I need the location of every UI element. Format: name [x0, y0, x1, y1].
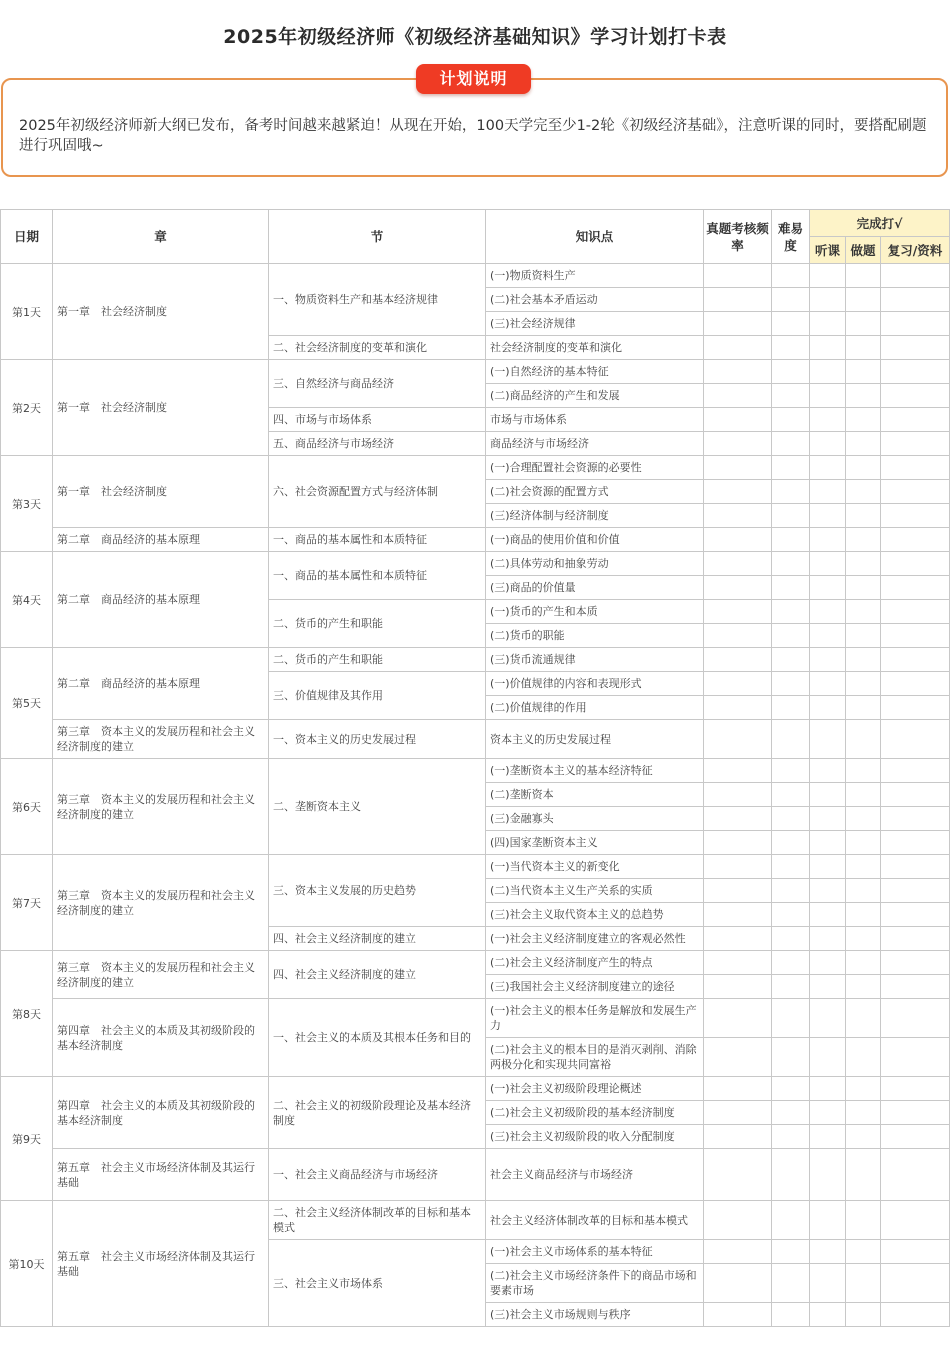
review-checkbox[interactable]: [881, 1303, 950, 1327]
difficulty-cell[interactable]: [772, 1038, 810, 1077]
review-checkbox[interactable]: [881, 480, 950, 504]
day-cell: 第9天: [1, 1077, 53, 1201]
difficulty-cell[interactable]: [772, 384, 810, 408]
knowledge-cell: (一)社会主义初级阶段理论概述: [486, 1077, 704, 1101]
practice-checkbox[interactable]: [846, 1201, 881, 1240]
frequency-cell[interactable]: [704, 336, 772, 360]
review-checkbox[interactable]: [881, 408, 950, 432]
knowledge-cell: (一)商品的使用价值和价值: [486, 528, 704, 552]
frequency-cell[interactable]: [704, 1240, 772, 1264]
chapter-cell: 第二章 商品经济的基本原理: [53, 552, 269, 648]
knowledge-cell: (三)社会经济规律: [486, 312, 704, 336]
listen-checkbox[interactable]: [810, 879, 846, 903]
frequency-cell[interactable]: [704, 1038, 772, 1077]
day-cell: 第10天: [1, 1201, 53, 1327]
listen-checkbox[interactable]: [810, 855, 846, 879]
difficulty-cell[interactable]: [772, 999, 810, 1038]
knowledge-cell: (一)货币的产生和本质: [486, 600, 704, 624]
knowledge-cell: (二)货币的职能: [486, 624, 704, 648]
chapter-cell: 第一章 社会经济制度: [53, 360, 269, 456]
practice-checkbox[interactable]: [846, 831, 881, 855]
review-checkbox[interactable]: [881, 855, 950, 879]
practice-checkbox[interactable]: [846, 1077, 881, 1101]
page-title: 2025年初级经济师《初级经济基础知识》学习计划打卡表: [223, 26, 727, 48]
section-cell: 二、货币的产生和职能: [269, 600, 486, 648]
practice-checkbox[interactable]: [846, 807, 881, 831]
chapter-cell: 第三章 资本主义的发展历程和社会主义经济制度的建立: [53, 759, 269, 855]
header-date: 日期: [1, 210, 53, 264]
practice-checkbox[interactable]: [846, 528, 881, 552]
practice-checkbox[interactable]: [846, 951, 881, 975]
frequency-cell[interactable]: [704, 672, 772, 696]
difficulty-cell[interactable]: [772, 576, 810, 600]
knowledge-cell: (一)当代资本主义的新变化: [486, 855, 704, 879]
day-cell: 第7天: [1, 855, 53, 951]
listen-checkbox[interactable]: [810, 783, 846, 807]
knowledge-cell: 社会主义商品经济与市场经济: [486, 1149, 704, 1201]
listen-checkbox[interactable]: [810, 456, 846, 480]
difficulty-cell[interactable]: [772, 1149, 810, 1201]
day-cell: 第2天: [1, 360, 53, 456]
review-checkbox[interactable]: [881, 807, 950, 831]
knowledge-cell: (三)社会主义市场规则与秩序: [486, 1303, 704, 1327]
difficulty-cell[interactable]: [772, 648, 810, 672]
day-cell: 第3天: [1, 456, 53, 552]
practice-checkbox[interactable]: [846, 855, 881, 879]
review-checkbox[interactable]: [881, 504, 950, 528]
frequency-cell[interactable]: [704, 384, 772, 408]
difficulty-cell[interactable]: [772, 903, 810, 927]
review-checkbox[interactable]: [881, 951, 950, 975]
section-cell: 四、市场与市场体系: [269, 408, 486, 432]
review-checkbox[interactable]: [881, 384, 950, 408]
listen-checkbox[interactable]: [810, 831, 846, 855]
review-checkbox[interactable]: [881, 1264, 950, 1303]
frequency-cell[interactable]: [704, 1077, 772, 1101]
section-cell: 三、自然经济与商品经济: [269, 360, 486, 408]
knowledge-cell: (二)具体劳动和抽象劳动: [486, 552, 704, 576]
frequency-cell[interactable]: [704, 408, 772, 432]
frequency-cell[interactable]: [704, 456, 772, 480]
knowledge-cell: (一)社会主义市场体系的基本特征: [486, 1240, 704, 1264]
knowledge-cell: 社会主义经济体制改革的目标和基本模式: [486, 1201, 704, 1240]
difficulty-cell[interactable]: [772, 552, 810, 576]
listen-checkbox[interactable]: [810, 1077, 846, 1101]
frequency-cell[interactable]: [704, 480, 772, 504]
knowledge-cell: (一)物质资料生产: [486, 264, 704, 288]
day-cell: 第8天: [1, 951, 53, 1077]
section-cell: 一、商品的基本属性和本质特征: [269, 552, 486, 600]
difficulty-cell[interactable]: [772, 1201, 810, 1240]
frequency-cell[interactable]: [704, 879, 772, 903]
difficulty-cell[interactable]: [772, 696, 810, 720]
review-checkbox[interactable]: [881, 456, 950, 480]
listen-checkbox[interactable]: [810, 624, 846, 648]
review-checkbox[interactable]: [881, 600, 950, 624]
listen-checkbox[interactable]: [810, 312, 846, 336]
section-cell: 二、垄断资本主义: [269, 759, 486, 855]
listen-checkbox[interactable]: [810, 384, 846, 408]
frequency-cell[interactable]: [704, 951, 772, 975]
chapter-cell: 第三章 资本主义的发展历程和社会主义经济制度的建立: [53, 951, 269, 999]
knowledge-cell: (二)垄断资本: [486, 783, 704, 807]
header-review: 复习/资料: [881, 237, 950, 264]
knowledge-cell: (三)社会主义初级阶段的收入分配制度: [486, 1125, 704, 1149]
day-cell: 第6天: [1, 759, 53, 855]
chapter-cell: 第三章 资本主义的发展历程和社会主义经济制度的建立: [53, 855, 269, 951]
study-plan-table: [0, 209, 950, 1327]
difficulty-cell[interactable]: [772, 1077, 810, 1101]
review-checkbox[interactable]: [881, 1240, 950, 1264]
knowledge-cell: (二)社会主义的根本目的是消灭剥削、消除两极分化和实现共同富裕: [486, 1038, 704, 1077]
review-checkbox[interactable]: [881, 1101, 950, 1125]
practice-checkbox[interactable]: [846, 759, 881, 783]
section-cell: 三、资本主义发展的历史趋势: [269, 855, 486, 927]
section-cell: 四、社会主义经济制度的建立: [269, 951, 486, 999]
practice-checkbox[interactable]: [846, 1149, 881, 1201]
difficulty-cell[interactable]: [772, 831, 810, 855]
practice-checkbox[interactable]: [846, 975, 881, 999]
section-cell: 一、社会主义商品经济与市场经济: [269, 1149, 486, 1201]
knowledge-cell: (一)垄断资本主义的基本经济特征: [486, 759, 704, 783]
review-checkbox[interactable]: [881, 264, 950, 288]
knowledge-cell: (一)自然经济的基本特征: [486, 360, 704, 384]
difficulty-cell[interactable]: [772, 927, 810, 951]
practice-checkbox[interactable]: [846, 264, 881, 288]
header-section: 节: [269, 210, 486, 264]
review-checkbox[interactable]: [881, 336, 950, 360]
day-cell: 第4天: [1, 552, 53, 648]
practice-checkbox[interactable]: [846, 1264, 881, 1303]
frequency-cell[interactable]: [704, 1264, 772, 1303]
listen-checkbox[interactable]: [810, 480, 846, 504]
frequency-cell[interactable]: [704, 1149, 772, 1201]
listen-checkbox[interactable]: [810, 1125, 846, 1149]
section-cell: 一、社会主义的本质及其根本任务和目的: [269, 999, 486, 1077]
knowledge-cell: (三)经济体制与经济制度: [486, 504, 704, 528]
section-cell: 三、社会主义市场体系: [269, 1240, 486, 1327]
frequency-cell[interactable]: [704, 648, 772, 672]
section-cell: 四、社会主义经济制度的建立: [269, 927, 486, 951]
practice-checkbox[interactable]: [846, 879, 881, 903]
knowledge-cell: (三)货币流通规律: [486, 648, 704, 672]
frequency-cell[interactable]: [704, 927, 772, 951]
review-checkbox[interactable]: [881, 720, 950, 759]
listen-checkbox[interactable]: [810, 600, 846, 624]
practice-checkbox[interactable]: [846, 1101, 881, 1125]
difficulty-cell[interactable]: [772, 1240, 810, 1264]
listen-checkbox[interactable]: [810, 696, 846, 720]
header-chapter: 章: [53, 210, 269, 264]
knowledge-cell: (三)金融寡头: [486, 807, 704, 831]
frequency-cell[interactable]: [704, 288, 772, 312]
difficulty-cell[interactable]: [772, 480, 810, 504]
frequency-cell[interactable]: [704, 1303, 772, 1327]
frequency-cell[interactable]: [704, 1125, 772, 1149]
listen-checkbox[interactable]: [810, 807, 846, 831]
frequency-cell[interactable]: [704, 903, 772, 927]
difficulty-cell[interactable]: [772, 600, 810, 624]
practice-checkbox[interactable]: [846, 1125, 881, 1149]
day-cell: 第1天: [1, 264, 53, 360]
review-checkbox[interactable]: [881, 696, 950, 720]
knowledge-cell: (二)社会主义经济制度产生的特点: [486, 951, 704, 975]
plan-badge: 计划说明: [416, 64, 531, 94]
practice-checkbox[interactable]: [846, 927, 881, 951]
difficulty-cell[interactable]: [772, 288, 810, 312]
chapter-cell: 第二章 商品经济的基本原理: [53, 648, 269, 720]
listen-checkbox[interactable]: [810, 552, 846, 576]
listen-checkbox[interactable]: [810, 408, 846, 432]
practice-checkbox[interactable]: [846, 504, 881, 528]
knowledge-cell: (一)价值规律的内容和表现形式: [486, 672, 704, 696]
practice-checkbox[interactable]: [846, 624, 881, 648]
listen-checkbox[interactable]: [810, 720, 846, 759]
chapter-cell: 第四章 社会主义的本质及其初级阶段的基本经济制度: [53, 1077, 269, 1149]
listen-checkbox[interactable]: [810, 975, 846, 999]
section-cell: 六、社会资源配置方式与经济体制: [269, 456, 486, 528]
listen-checkbox[interactable]: [810, 927, 846, 951]
knowledge-cell: (二)商品经济的产生和发展: [486, 384, 704, 408]
difficulty-cell[interactable]: [772, 879, 810, 903]
frequency-cell[interactable]: [704, 576, 772, 600]
chapter-cell: 第五章 社会主义市场经济体制及其运行基础: [53, 1149, 269, 1201]
review-checkbox[interactable]: [881, 759, 950, 783]
frequency-cell[interactable]: [704, 720, 772, 759]
difficulty-cell[interactable]: [772, 807, 810, 831]
header-difficulty: 难易度: [772, 210, 810, 264]
review-checkbox[interactable]: [881, 624, 950, 648]
listen-checkbox[interactable]: [810, 1201, 846, 1240]
frequency-cell[interactable]: [704, 624, 772, 648]
section-cell: 二、货币的产生和职能: [269, 648, 486, 672]
difficulty-cell[interactable]: [772, 951, 810, 975]
knowledge-cell: (二)社会基本矛盾运动: [486, 288, 704, 312]
knowledge-cell: (一)合理配置社会资源的必要性: [486, 456, 704, 480]
difficulty-cell[interactable]: [772, 504, 810, 528]
knowledge-cell: (一)社会主义经济制度建立的客观必然性: [486, 927, 704, 951]
review-checkbox[interactable]: [881, 432, 950, 456]
listen-checkbox[interactable]: [810, 1240, 846, 1264]
listen-checkbox[interactable]: [810, 648, 846, 672]
difficulty-cell[interactable]: [772, 1125, 810, 1149]
frequency-cell[interactable]: [704, 600, 772, 624]
section-cell: 二、社会经济制度的变革和演化: [269, 336, 486, 360]
practice-checkbox[interactable]: [846, 783, 881, 807]
practice-checkbox[interactable]: [846, 696, 881, 720]
review-checkbox[interactable]: [881, 1077, 950, 1101]
practice-checkbox[interactable]: [846, 312, 881, 336]
review-checkbox[interactable]: [881, 312, 950, 336]
header-knowledge: 知识点: [486, 210, 704, 264]
header-listen: 听课: [810, 237, 846, 264]
day-cell: 第5天: [1, 648, 53, 759]
practice-checkbox[interactable]: [846, 1038, 881, 1077]
chapter-cell: 第二章 商品经济的基本原理: [53, 528, 269, 552]
practice-checkbox[interactable]: [846, 999, 881, 1038]
listen-checkbox[interactable]: [810, 759, 846, 783]
chapter-cell: 第五章 社会主义市场经济体制及其运行基础: [53, 1201, 269, 1327]
listen-checkbox[interactable]: [810, 1038, 846, 1077]
difficulty-cell[interactable]: [772, 432, 810, 456]
listen-checkbox[interactable]: [810, 336, 846, 360]
difficulty-cell[interactable]: [772, 336, 810, 360]
frequency-cell[interactable]: [704, 432, 772, 456]
section-cell: 二、社会主义的初级阶段理论及基本经济制度: [269, 1077, 486, 1149]
listen-checkbox[interactable]: [810, 1303, 846, 1327]
header-practice: 做题: [846, 237, 881, 264]
listen-checkbox[interactable]: [810, 1101, 846, 1125]
knowledge-cell: (二)社会主义初级阶段的基本经济制度: [486, 1101, 704, 1125]
practice-checkbox[interactable]: [846, 288, 881, 312]
frequency-cell[interactable]: [704, 360, 772, 384]
frequency-cell[interactable]: [704, 855, 772, 879]
difficulty-cell[interactable]: [772, 1264, 810, 1303]
knowledge-cell: (二)社会主义市场经济条件下的商品市场和要素市场: [486, 1264, 704, 1303]
practice-checkbox[interactable]: [846, 384, 881, 408]
listen-checkbox[interactable]: [810, 576, 846, 600]
frequency-cell[interactable]: [704, 264, 772, 288]
section-cell: 五、商品经济与市场经济: [269, 432, 486, 456]
practice-checkbox[interactable]: [846, 336, 881, 360]
difficulty-cell[interactable]: [772, 528, 810, 552]
review-checkbox[interactable]: [881, 1038, 950, 1077]
frequency-cell[interactable]: [704, 759, 772, 783]
review-checkbox[interactable]: [881, 552, 950, 576]
practice-checkbox[interactable]: [846, 432, 881, 456]
difficulty-cell[interactable]: [772, 312, 810, 336]
listen-checkbox[interactable]: [810, 432, 846, 456]
chapter-cell: 第三章 资本主义的发展历程和社会主义经济制度的建立: [53, 720, 269, 759]
difficulty-cell[interactable]: [772, 720, 810, 759]
section-cell: 二、社会主义经济体制改革的目标和基本模式: [269, 1201, 486, 1240]
review-checkbox[interactable]: [881, 360, 950, 384]
section-cell: 一、资本主义的历史发展过程: [269, 720, 486, 759]
listen-checkbox[interactable]: [810, 504, 846, 528]
chapter-cell: 第四章 社会主义的本质及其初级阶段的基本经济制度: [53, 999, 269, 1077]
difficulty-cell[interactable]: [772, 360, 810, 384]
frequency-cell[interactable]: [704, 696, 772, 720]
knowledge-cell: (三)我国社会主义经济制度建立的途径: [486, 975, 704, 999]
chapter-cell: 第一章 社会经济制度: [53, 456, 269, 528]
listen-checkbox[interactable]: [810, 1149, 846, 1201]
knowledge-cell: (一)社会主义的根本任务是解放和发展生产力: [486, 999, 704, 1038]
practice-checkbox[interactable]: [846, 480, 881, 504]
review-checkbox[interactable]: [881, 975, 950, 999]
listen-checkbox[interactable]: [810, 951, 846, 975]
practice-checkbox[interactable]: [846, 648, 881, 672]
knowledge-cell: 社会经济制度的变革和演化: [486, 336, 704, 360]
practice-checkbox[interactable]: [846, 600, 881, 624]
review-checkbox[interactable]: [881, 672, 950, 696]
practice-checkbox[interactable]: [846, 456, 881, 480]
header-done: 完成打√: [810, 210, 950, 237]
practice-checkbox[interactable]: [846, 360, 881, 384]
practice-checkbox[interactable]: [846, 903, 881, 927]
difficulty-cell[interactable]: [772, 1303, 810, 1327]
header-frequency: 真题考核频率: [704, 210, 772, 264]
difficulty-cell[interactable]: [772, 759, 810, 783]
listen-checkbox[interactable]: [810, 903, 846, 927]
practice-checkbox[interactable]: [846, 1240, 881, 1264]
difficulty-cell[interactable]: [772, 672, 810, 696]
practice-checkbox[interactable]: [846, 672, 881, 696]
difficulty-cell[interactable]: [772, 783, 810, 807]
review-checkbox[interactable]: [881, 903, 950, 927]
review-checkbox[interactable]: [881, 528, 950, 552]
difficulty-cell[interactable]: [772, 975, 810, 999]
section-cell: 一、物质资料生产和基本经济规律: [269, 264, 486, 336]
knowledge-cell: (二)价值规律的作用: [486, 696, 704, 720]
review-checkbox[interactable]: [881, 927, 950, 951]
frequency-cell[interactable]: [704, 504, 772, 528]
frequency-cell[interactable]: [704, 528, 772, 552]
review-checkbox[interactable]: [881, 576, 950, 600]
frequency-cell[interactable]: [704, 999, 772, 1038]
review-checkbox[interactable]: [881, 288, 950, 312]
practice-checkbox[interactable]: [846, 552, 881, 576]
review-checkbox[interactable]: [881, 783, 950, 807]
review-checkbox[interactable]: [881, 879, 950, 903]
review-checkbox[interactable]: [881, 831, 950, 855]
frequency-cell[interactable]: [704, 1101, 772, 1125]
knowledge-cell: 商品经济与市场经济: [486, 432, 704, 456]
frequency-cell[interactable]: [704, 783, 772, 807]
section-cell: 三、价值规律及其作用: [269, 672, 486, 720]
frequency-cell[interactable]: [704, 975, 772, 999]
practice-checkbox[interactable]: [846, 576, 881, 600]
knowledge-cell: (四)国家垄断资本主义: [486, 831, 704, 855]
listen-checkbox[interactable]: [810, 288, 846, 312]
section-cell: 一、商品的基本属性和本质特征: [269, 528, 486, 552]
listen-checkbox[interactable]: [810, 672, 846, 696]
review-checkbox[interactable]: [881, 1201, 950, 1240]
practice-checkbox[interactable]: [846, 1303, 881, 1327]
knowledge-cell: 市场与市场体系: [486, 408, 704, 432]
listen-checkbox[interactable]: [810, 1264, 846, 1303]
frequency-cell[interactable]: [704, 1201, 772, 1240]
review-checkbox[interactable]: [881, 1149, 950, 1201]
chapter-cell: 第一章 社会经济制度: [53, 264, 269, 360]
difficulty-cell[interactable]: [772, 408, 810, 432]
knowledge-cell: (二)当代资本主义生产关系的实质: [486, 879, 704, 903]
listen-checkbox[interactable]: [810, 528, 846, 552]
difficulty-cell[interactable]: [772, 456, 810, 480]
listen-checkbox[interactable]: [810, 360, 846, 384]
listen-checkbox[interactable]: [810, 999, 846, 1038]
practice-checkbox[interactable]: [846, 408, 881, 432]
difficulty-cell[interactable]: [772, 1101, 810, 1125]
review-checkbox[interactable]: [881, 1125, 950, 1149]
knowledge-cell: (三)社会主义取代资本主义的总趋势: [486, 903, 704, 927]
review-checkbox[interactable]: [881, 648, 950, 672]
knowledge-cell: 资本主义的历史发展过程: [486, 720, 704, 759]
difficulty-cell[interactable]: [772, 624, 810, 648]
review-checkbox[interactable]: [881, 999, 950, 1038]
knowledge-cell: (二)社会资源的配置方式: [486, 480, 704, 504]
difficulty-cell[interactable]: [772, 855, 810, 879]
knowledge-cell: (三)商品的价值量: [486, 576, 704, 600]
listen-checkbox[interactable]: [810, 264, 846, 288]
difficulty-cell[interactable]: [772, 264, 810, 288]
plan-description-text: 2025年初级经济师新大纲已发布，备考时间越来越紧迫！从现在开始，100天学完至少1-2轮《初级经济基础》，注意听课的同时，要搭配刷题进行巩固哦~: [19, 118, 927, 154]
frequency-cell[interactable]: [704, 552, 772, 576]
frequency-cell[interactable]: [704, 831, 772, 855]
frequency-cell[interactable]: [704, 312, 772, 336]
frequency-cell[interactable]: [704, 807, 772, 831]
practice-checkbox[interactable]: [846, 720, 881, 759]
